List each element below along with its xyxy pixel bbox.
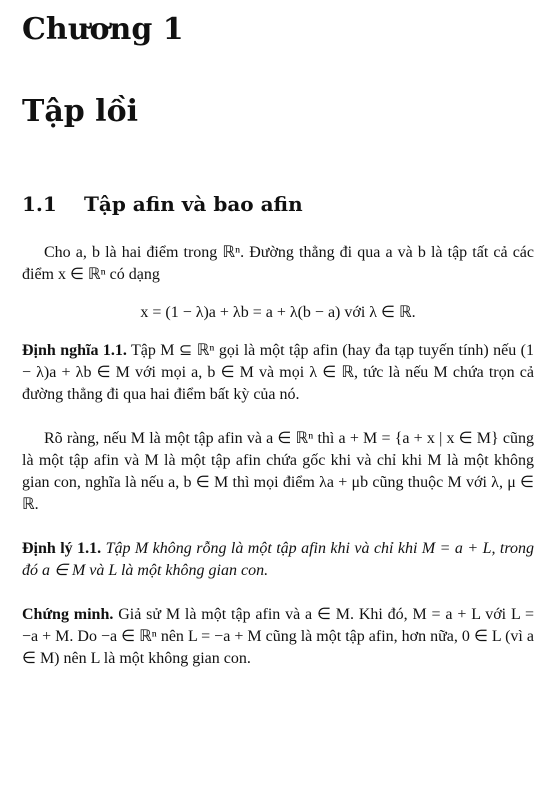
proof-text: Giả sử M là một tập afin và a ∈ M. Khi đó, M = a + L với L = −a + M. Do −a ∈ ℝⁿ nên L = −a + M cũng là một tập afin, hơn nữa, 0 ∈ L (vì a ∈ M) nên L là một không gian con.: [22, 606, 534, 667]
chapter-label: Chương 1: [22, 12, 184, 47]
remark-paragraph: Rõ ràng, nếu M là một tập afin và a ∈ ℝⁿ thì a + M = {a + x | x ∈ M} cũng là một tập afin và M là một tập afin chứa gốc khi và chỉ khi M là một không gian con, nghĩa là nếu a, b ∈ M thì mọi điểm λa + μb cũng thuộc M với λ, μ ∈ ℝ.: [22, 430, 534, 513]
theorem-text: Tập M không rỗng là một tập afin khi và chỉ khi M = a + L, trong đó a ∈ M và L là một không gian con.: [22, 540, 535, 579]
theorem-label: Định lý 1.1.: [22, 540, 102, 557]
definition-block: [22, 340, 534, 406]
proof-block: [22, 604, 534, 670]
section-number: 1.1: [22, 192, 57, 216]
proof-label: Chứng minh.: [22, 606, 114, 623]
section-title: Tập afin và bao afin: [84, 192, 303, 216]
definition-text: Tập M ⊆ ℝⁿ gọi là một tập afin (hay đa tạp tuyến tính) nếu (1 − λ)a + λb ∈ M với mọi a, b ∈ M và mọi λ ∈ ℝ, tức là nếu M chứa trọn cả đường thẳng đi qua hai điểm bất kỳ của nó.: [22, 342, 534, 403]
intro-paragraph: Cho a, b là hai điểm trong ℝⁿ. Đường thẳng đi qua a và b là tập tất cả các điểm x ∈ ℝⁿ có dạng: [22, 244, 534, 283]
document-page: [0, 10, 556, 804]
section-heading: [22, 190, 534, 218]
theorem-block: [22, 538, 534, 582]
chapter-title: Tập lồi: [22, 94, 138, 129]
definition-label: Định nghĩa 1.1.: [22, 342, 127, 359]
display-equation: x = (1 − λ)a + λb = a + λ(b − a) với λ ∈ ℝ.: [140, 304, 416, 321]
